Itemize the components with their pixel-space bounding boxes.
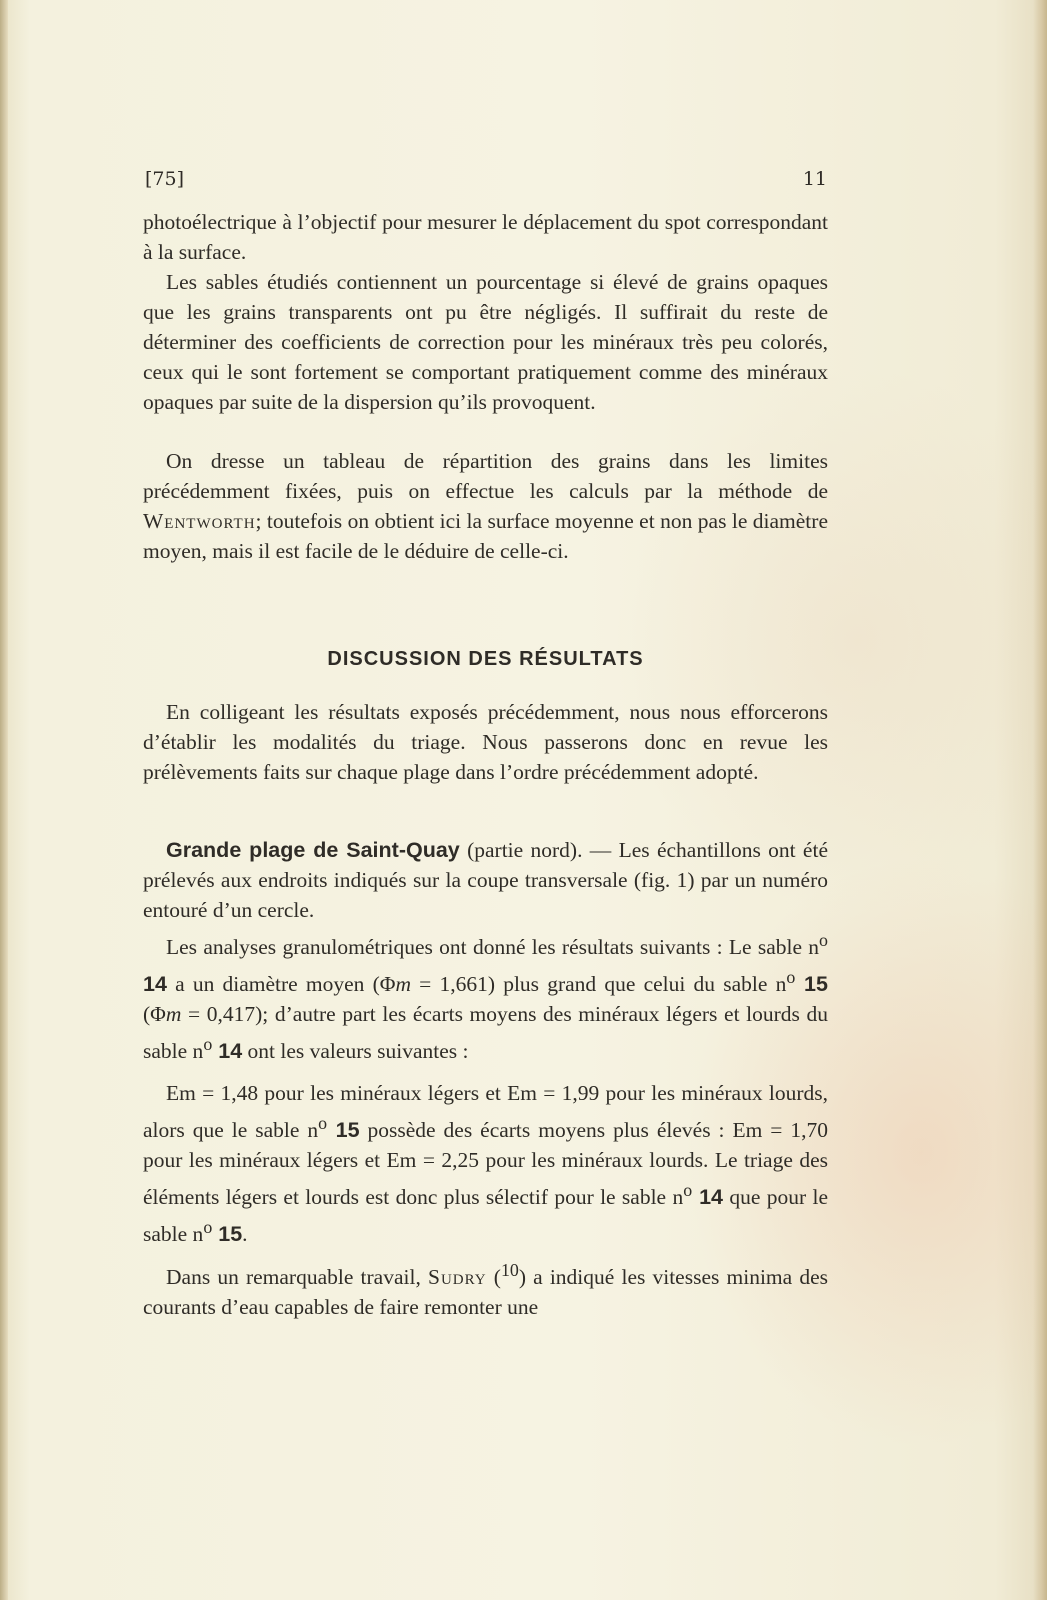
paragraph-5 bbox=[143, 835, 828, 925]
section-heading: DISCUSSION DES RÉSULTATS bbox=[327, 648, 644, 670]
p7-text-d: . bbox=[242, 1222, 248, 1247]
p6-text-c: = 1,661) plus grand que celui du sable n bbox=[411, 972, 787, 997]
p6-text-e: = 0,417); d’autre part les écarts moyens des minéraux légers et lourds du sable n bbox=[143, 1002, 828, 1064]
p7-text-b: possède des écarts moyens plus élevés : Em = 1,70 pour les minéraux légers et Em = 2,25 pour les minéraux lourds. Le triage des éléments légers et lourds est donc plus sélectif pour le sable n bbox=[143, 1118, 828, 1210]
paragraph-8: Dans un remarquable travail, Sudry ($^{10}$) a indiqué les vitesses minima des courants d’eau capables de faire remonter une bbox=[143, 1260, 828, 1320]
p6-text-b: a un diamètre moyen (Φ bbox=[166, 972, 396, 997]
page-reference: [75] bbox=[145, 168, 185, 190]
paragraph-3-text-a: On dresse un tableau de répartition des grains dans les limites précédemment fixées, puis on effectue les calculs par la méthode de bbox=[143, 449, 828, 503]
page-left-edge bbox=[0, 0, 8, 1600]
author-name-sudry: Sudry bbox=[427, 1265, 487, 1290]
p6-symbol-m: m bbox=[165, 1002, 182, 1027]
p6-numero-sup: o bbox=[819, 930, 828, 950]
p7-numero-sup: o bbox=[318, 1113, 328, 1133]
reference-number: 10 bbox=[500, 1260, 519, 1280]
beach-name-lead: Grande plage de Saint-Quay bbox=[166, 838, 460, 862]
paragraph-5-text: (partie nord). — Les échantillons ont été prélevés aux endroits indiqués sur la coupe transversale (fig. 1) par un numéro entouré d’un cercle. bbox=[143, 838, 828, 922]
running-header bbox=[145, 168, 827, 198]
paragraph-1: photoélectrique à l’objectif pour mesurer le déplacement du spot correspondant à la surface. bbox=[143, 210, 828, 264]
sample-number-14: 14 bbox=[692, 1185, 724, 1210]
p7-numero-sup: o bbox=[203, 1217, 213, 1238]
paragraph-4: En colligeant les résultats exposés précédemment, nous nous efforcerons d’établir les modalités du triage. Nous passerons donc en revue les prélèvements faits sur chaque plage dans l’ordre précédemment adopté. bbox=[143, 700, 828, 784]
sample-number-14: 14 bbox=[143, 972, 167, 997]
p6-text-a: Les analyses granulométriques ont donné les résultats suivants : Le sable n bbox=[166, 935, 820, 960]
p6-numero-sup: o bbox=[203, 1034, 213, 1055]
sample-number-15: 15 bbox=[212, 1222, 243, 1247]
sample-number-14: 14 bbox=[212, 1039, 243, 1064]
page-number: 11 bbox=[802, 168, 827, 190]
paragraph-2: Les sables étudiés contiennent un pourcentage si élevé de grains opaques que les grains transparents ont pu être négligés. Il suffirait du reste de déterminer des coefficients de correction pour les minéraux très peu colorés, ceux qui le sont fortement se comportant pratiquement comme des minéraux opaques par suite de la dispersion qu’ils provoquent. bbox=[143, 270, 828, 414]
p7-numero-sup: o bbox=[683, 1180, 693, 1201]
p6-numero-sup: o bbox=[786, 967, 796, 988]
paragraph-3-text-b: ; toutefois on obtient ici la surface moyenne et non pas le diamètre moyen, mais il est facile de le déduire de celle-ci. bbox=[143, 509, 828, 563]
p6-text-d: (Φ bbox=[143, 1002, 166, 1027]
p7-text-a: Em = 1,48 pour les minéraux légers et Em = 1,99 pour les minéraux lourds, alors que le sable n bbox=[143, 1081, 828, 1143]
author-name-wentworth: Wentworth bbox=[143, 509, 256, 533]
paragraph-6 bbox=[143, 925, 828, 1066]
paragraph-7 bbox=[143, 1078, 828, 1249]
sample-number-15: 15 bbox=[795, 972, 828, 997]
sample-number-15: 15 bbox=[327, 1118, 360, 1143]
page-right-edge bbox=[1033, 0, 1047, 1600]
p6-symbol-m: m bbox=[395, 972, 411, 997]
p8-text-a: Dans un remarquable travail, bbox=[166, 1265, 428, 1290]
p6-text-f: ont les valeurs suivantes : bbox=[242, 1039, 469, 1064]
p7-text-c: que pour le sable n bbox=[143, 1185, 829, 1247]
p8-text-b: a indiqué les vitesses minima des courants d’eau capables de faire remonter une bbox=[143, 1265, 828, 1320]
paragraph-3 bbox=[143, 446, 828, 566]
